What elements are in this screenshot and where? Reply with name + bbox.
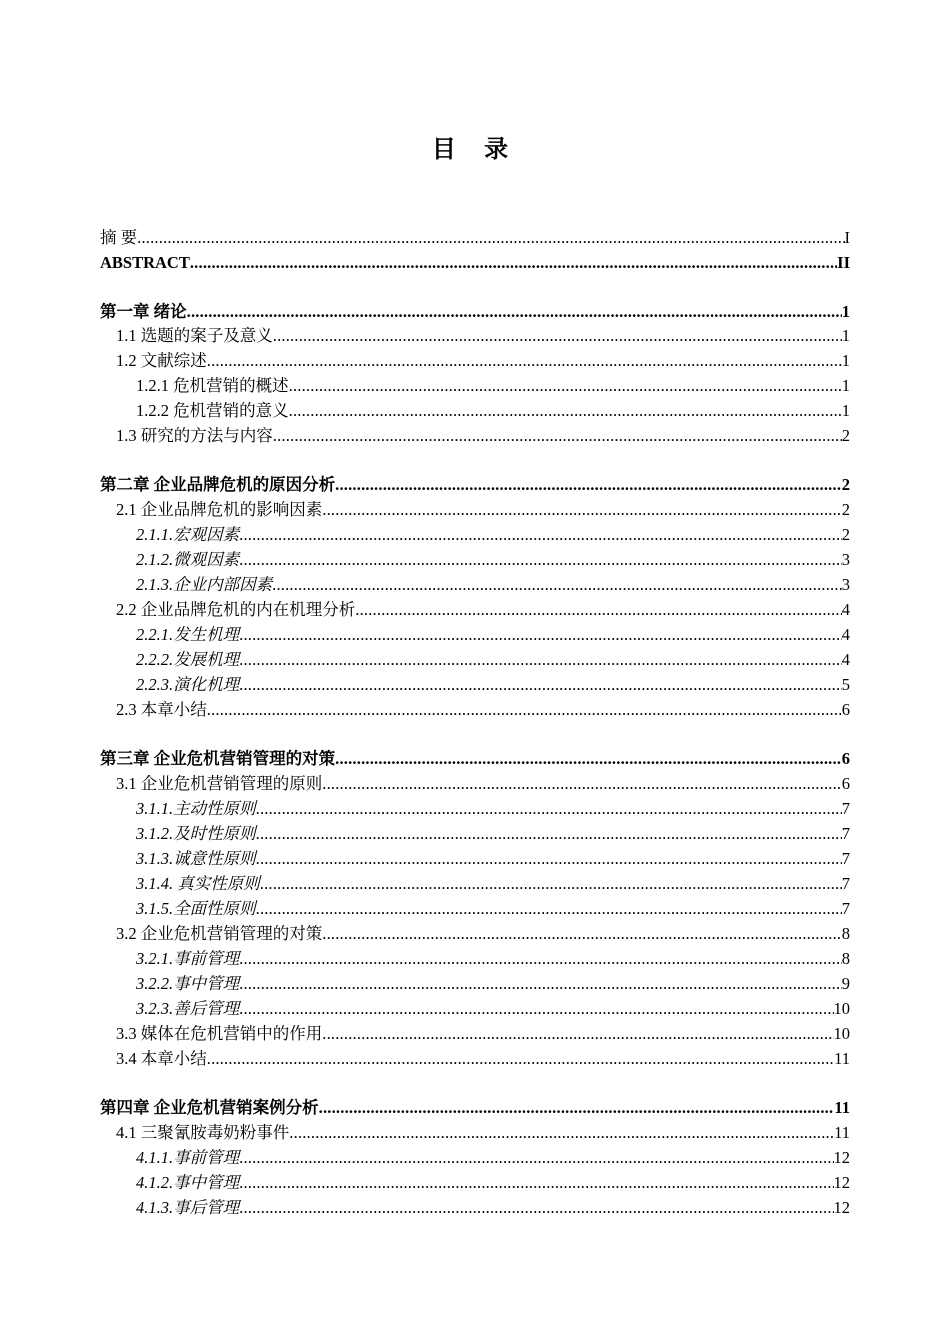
dot-leader — [273, 324, 842, 348]
dot-leader — [256, 797, 842, 821]
toc-entry-page: 11 — [834, 1123, 850, 1142]
toc-entry[interactable] — [100, 424, 850, 448]
toc-entry-page: 1 — [841, 401, 850, 420]
toc-entry[interactable] — [100, 523, 850, 547]
dot-leader — [207, 698, 842, 722]
toc-entry[interactable] — [100, 822, 850, 846]
toc-entry-page: 8 — [841, 924, 850, 943]
toc-entry-page: 7 — [841, 799, 850, 818]
dot-leader — [322, 1022, 833, 1046]
toc-entry-page: II — [837, 253, 850, 272]
toc-entry-title: ABSTRACT — [100, 253, 190, 272]
toc-entry-title: 摘 要 — [100, 228, 138, 247]
toc-entry[interactable] — [100, 1196, 850, 1220]
dot-leader — [239, 548, 842, 572]
toc-entry-page: 12 — [833, 1173, 850, 1192]
dot-leader — [322, 498, 842, 522]
toc-entry-title: 1.1 选题的案子及意义 — [116, 326, 273, 345]
toc-entry-title: 1.3 研究的方法与内容 — [116, 426, 273, 445]
dot-leader — [272, 573, 842, 597]
toc-entry-page: 12 — [833, 1198, 850, 1217]
toc-entry-page: 11 — [834, 1098, 850, 1117]
toc-entry-title: 3.2.2.事中管理 — [136, 974, 240, 993]
dot-leader — [355, 598, 842, 622]
toc-entry-page: 2 — [841, 426, 850, 445]
toc-entry-page: 6 — [841, 749, 850, 768]
toc-entry-page: 6 — [841, 774, 850, 793]
toc-entry[interactable] — [100, 226, 850, 250]
toc-entry-title: 1.2.1 危机营销的概述 — [136, 376, 289, 395]
toc-entry-page: 8 — [841, 949, 850, 968]
toc-entry-title: 第三章 企业危机营销管理的对策 — [100, 749, 336, 768]
dot-leader — [190, 251, 837, 275]
toc-entry-title: 2.1.2.微观因素 — [136, 550, 240, 569]
toc-entry-title: 1.2.2 危机营销的意义 — [136, 401, 289, 420]
toc-entry[interactable] — [100, 872, 850, 896]
toc-entry-title: 3.2 企业危机营销管理的对策 — [116, 924, 323, 943]
toc-entry-page: 12 — [833, 1148, 850, 1167]
toc-entry-page: 1 — [841, 376, 850, 395]
toc-entry-page: 6 — [841, 700, 850, 719]
toc-entry-page: 1 — [841, 326, 850, 345]
toc-entry[interactable] — [100, 1121, 850, 1145]
toc-entry[interactable] — [100, 947, 850, 971]
toc-entry[interactable] — [100, 897, 850, 921]
toc-entry-page: 9 — [841, 974, 850, 993]
toc-entry-title: 2.1.3.企业内部因素 — [136, 575, 273, 594]
toc-entry-title: 3.1.4. 真实性原则 — [136, 874, 260, 893]
toc-entry[interactable] — [100, 349, 850, 373]
toc-entry-title: 1.2 文献综述 — [116, 351, 207, 370]
toc-entry-page: 2 — [841, 500, 850, 519]
toc-entry-title: 3.1.3.诚意性原则 — [136, 849, 256, 868]
dot-leader — [239, 1146, 833, 1170]
dot-leader — [187, 300, 842, 324]
dot-leader — [239, 997, 833, 1021]
toc-entry-page: 5 — [841, 675, 850, 694]
dot-leader — [322, 772, 842, 796]
toc-entry[interactable] — [100, 251, 850, 275]
dot-leader — [322, 922, 842, 946]
toc-entry[interactable] — [100, 1047, 850, 1071]
dot-leader — [207, 1047, 834, 1071]
toc-entry-title: 2.1 企业品牌危机的影响因素 — [116, 500, 323, 519]
toc-entry-title: 2.2 企业品牌危机的内在机理分析 — [116, 600, 356, 619]
toc-entry-title: 3.2.1.事前管理 — [136, 949, 240, 968]
toc-entry-page: 11 — [834, 1049, 850, 1068]
dot-leader — [207, 349, 842, 373]
dot-leader — [239, 623, 842, 647]
toc-entry[interactable] — [100, 648, 850, 672]
toc-entry[interactable] — [100, 623, 850, 647]
toc-entry[interactable] — [100, 1146, 850, 1170]
toc-entry-title: 3.1 企业危机营销管理的原则 — [116, 774, 323, 793]
toc-entry-page: 2 — [841, 525, 850, 544]
toc-entry[interactable] — [100, 324, 850, 348]
toc-entry-title: 4.1.3.事后管理 — [136, 1198, 240, 1217]
toc-entry-page: 7 — [841, 849, 850, 868]
toc-entry-page: 7 — [841, 824, 850, 843]
toc-entry-page: 10 — [833, 999, 850, 1018]
dot-leader — [239, 1196, 833, 1220]
dot-leader — [256, 822, 842, 846]
toc-entry-title: 2.2.3.演化机理 — [136, 675, 240, 694]
toc-entry-title: 2.2.2.发展机理 — [136, 650, 240, 669]
toc-entry[interactable] — [100, 922, 850, 946]
toc-entry-title: 3.1.5.全面性原则 — [136, 899, 256, 918]
toc-entry-title: 3.4 本章小结 — [116, 1049, 207, 1068]
toc-entry-page: 7 — [841, 874, 850, 893]
toc-entry-title: 3.1.2.及时性原则 — [136, 824, 256, 843]
toc-entry[interactable] — [100, 548, 850, 572]
toc-entry-title: 4.1.2.事中管理 — [136, 1173, 240, 1192]
toc-entry[interactable] — [100, 1096, 850, 1120]
dot-leader — [335, 473, 842, 497]
toc-entry[interactable] — [100, 399, 850, 423]
toc-entry-page: 7 — [841, 899, 850, 918]
toc-entry[interactable] — [100, 300, 850, 324]
toc-entry[interactable] — [100, 797, 850, 821]
toc-entry-title: 2.3 本章小结 — [116, 700, 207, 719]
dot-leader — [289, 374, 842, 398]
toc-entry-title: 4.1.1.事前管理 — [136, 1148, 240, 1167]
dot-leader — [239, 523, 842, 547]
toc-entry-title: 3.1.1.主动性原则 — [136, 799, 256, 818]
dot-leader — [260, 872, 842, 896]
toc-entry-title: 第四章 企业危机营销案例分析 — [100, 1098, 319, 1117]
dot-leader — [256, 847, 842, 871]
toc-entry[interactable] — [100, 972, 850, 996]
dot-leader — [239, 648, 842, 672]
dot-leader — [239, 972, 842, 996]
dot-leader — [319, 1096, 835, 1120]
toc-entry[interactable] — [100, 997, 850, 1021]
toc-entry[interactable] — [100, 673, 850, 697]
toc-entry-page: 3 — [841, 575, 850, 594]
toc-entry-page: 1 — [841, 302, 850, 321]
dot-leader — [239, 673, 842, 697]
toc-entry-title: 第一章 绪论 — [100, 302, 187, 321]
toc-entry[interactable] — [100, 473, 850, 497]
toc-entry[interactable] — [100, 1022, 850, 1046]
toc-entry[interactable] — [100, 747, 850, 771]
toc-entry-page: 4 — [841, 600, 850, 619]
toc-entry-title: 2.1.1.宏观因素 — [136, 525, 240, 544]
toc-entry[interactable] — [100, 374, 850, 398]
toc-entry-page: 10 — [833, 1024, 850, 1043]
dot-leader — [289, 399, 842, 423]
dot-leader — [239, 1171, 833, 1195]
toc-entry-page: I — [844, 228, 850, 247]
toc-entry-title: 3.3 媒体在危机营销中的作用 — [116, 1024, 323, 1043]
toc-entry[interactable] — [100, 698, 850, 722]
toc-entry[interactable] — [100, 1171, 850, 1195]
toc-entry-title: 3.2.3.善后管理 — [136, 999, 240, 1018]
toc-entry-page: 3 — [841, 550, 850, 569]
dot-leader — [256, 897, 842, 921]
dot-leader — [289, 1121, 834, 1145]
dot-leader — [273, 424, 842, 448]
toc-entry[interactable] — [100, 498, 850, 522]
toc-entry-page: 2 — [841, 475, 850, 494]
dot-leader — [137, 226, 844, 250]
toc-entry-page: 1 — [841, 351, 850, 370]
toc-entry[interactable] — [100, 598, 850, 622]
toc-entry[interactable] — [100, 772, 850, 796]
toc-entry-title: 2.2.1.发生机理 — [136, 625, 240, 644]
toc-entry[interactable] — [100, 573, 850, 597]
toc-entry-page: 4 — [841, 650, 850, 669]
dot-leader — [335, 747, 842, 771]
page-title: 目 录 — [431, 135, 519, 163]
toc-entry-title: 第二章 企业品牌危机的原因分析 — [100, 475, 336, 494]
toc-entry[interactable] — [100, 847, 850, 871]
toc-entry-title: 4.1 三聚氰胺毒奶粉事件 — [116, 1123, 290, 1142]
toc-entry-page: 4 — [841, 625, 850, 644]
dot-leader — [239, 947, 842, 971]
